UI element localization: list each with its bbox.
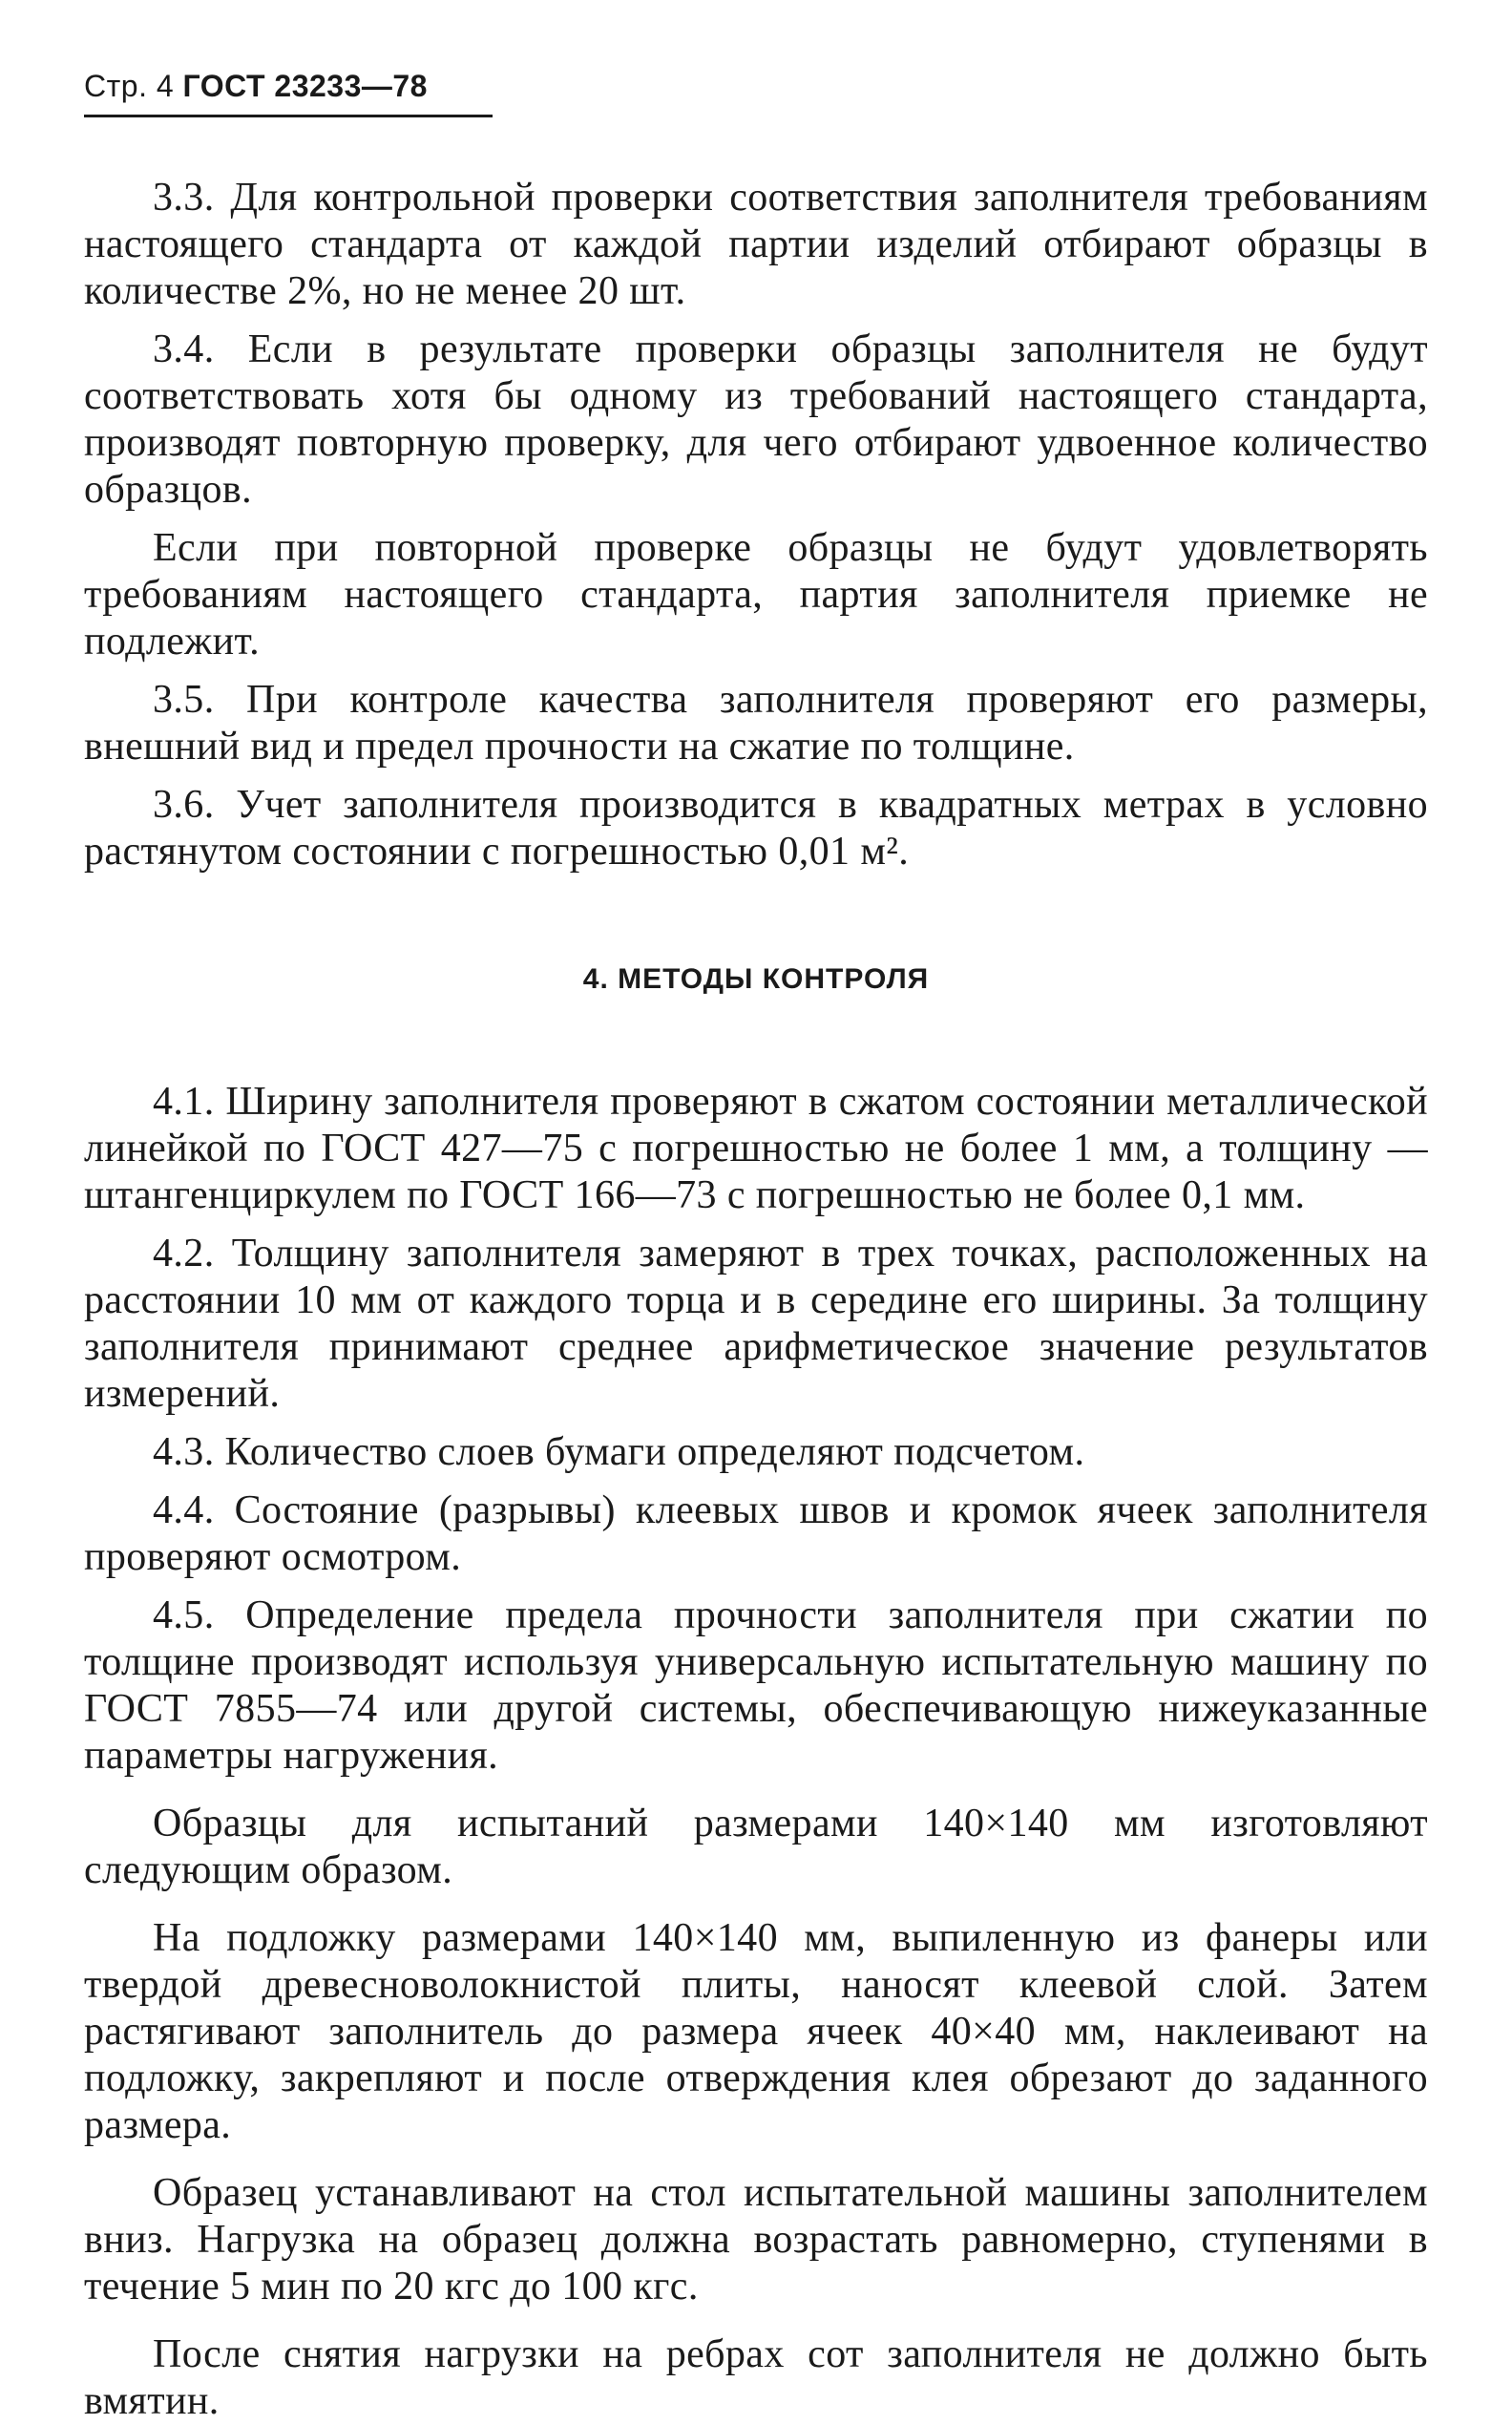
clause-4-3: 4.3. Количество слоев бумаги определяют подсчетом. (153, 1430, 1085, 1474)
document-body (84, 175, 1428, 2425)
clause-4-2: 4.2. Толщину заполнителя замеряют в трех точках, расположенных на расстоянии 10 мм от каждого торца и в середине его ширины. За толщину заполнителя принимают среднее арифметическое значение результатов измерений. (84, 1232, 1428, 1416)
section-heading: 4. МЕТОДЫ КОНТРОЛЯ (582, 963, 930, 995)
acceptance-criterion-paragraph: После снятия нагрузки на ребрах сот заполнителя не должно быть вмятин. (84, 2332, 1428, 2423)
clause-3-3: 3.3. Для контрольной проверки соответствия заполнителя требованиям настоящего стандарта от каждой партии изделий отбирают образцы в количестве 2%, но не менее 20 шт. (84, 176, 1428, 313)
header-rule (84, 115, 493, 117)
document-page (84, 67, 1428, 2425)
clause-3-6: 3.6. Учет заполнителя производится в квадратных метрах в условно растянутом состоянии с погрешностью 0,01 м². (84, 783, 1428, 874)
clause-4-1: 4.1. Ширину заполнителя проверяют в сжатом состоянии металлической линейкой по ГОСТ 427—75 с погрешностью не более 1 мм, а толщину — штангенциркулем по ГОСТ 166—73 с погрешностью не более 0,1 мм. (84, 1080, 1428, 1217)
running-header (84, 67, 1428, 105)
clause-4-4: 4.4. Состояние (разрывы) клеевых швов и кромок ячеек заполнителя проверяют осмотром. (84, 1488, 1428, 1579)
loading-procedure-paragraph: Образец устанавливают на стол испытательной машины заполнителем вниз. Нагрузка на образец должна возрастать равномерно, ступенями в течение 5 мин по 20 кгс до 100 кгс. (84, 2171, 1428, 2309)
clause-4-5: 4.5. Определение предела прочности заполнителя при сжатии по толщине производят используя универсальную испытательную машину по ГОСТ 7855—74 или другой системы, обеспечивающую нижеуказанные параметры нагружения. (84, 1593, 1428, 1778)
clause-3-4-continuation: Если при повторной проверке образцы не будут удовлетворять требованиям настоящего стандарта, партия заполнителя приемке не подлежит. (84, 526, 1428, 664)
page-number: Стр. 4 (84, 69, 175, 103)
specimen-size-paragraph: Образцы для испытаний размерами 140×140 мм изготовляют следующим образом. (84, 1802, 1428, 1892)
clause-3-5: 3.5. При контроле качества заполнителя проверяют его размеры, внешний вид и предел прочности на сжатие по толщине. (84, 678, 1428, 769)
standard-number: ГОСТ 23233—78 (182, 69, 428, 103)
specimen-preparation-paragraph: На подложку размерами 140×140 мм, выпиленную из фанеры или твердой древесноволокнистой плиты, наносят клеевой слой. Затем растягивают заполнитель до размера ячеек 40×40 мм, наклеивают на подложку, закрепляют и после отверждения клея обрезают до заданного размера. (84, 1916, 1428, 2147)
clause-3-4: 3.4. Если в результате проверки образцы заполнителя не будут соответствовать хотя бы одному из требований настоящего стандарта, производят повторную проверку, для чего отбирают удвоенное количество образцов. (84, 327, 1428, 512)
